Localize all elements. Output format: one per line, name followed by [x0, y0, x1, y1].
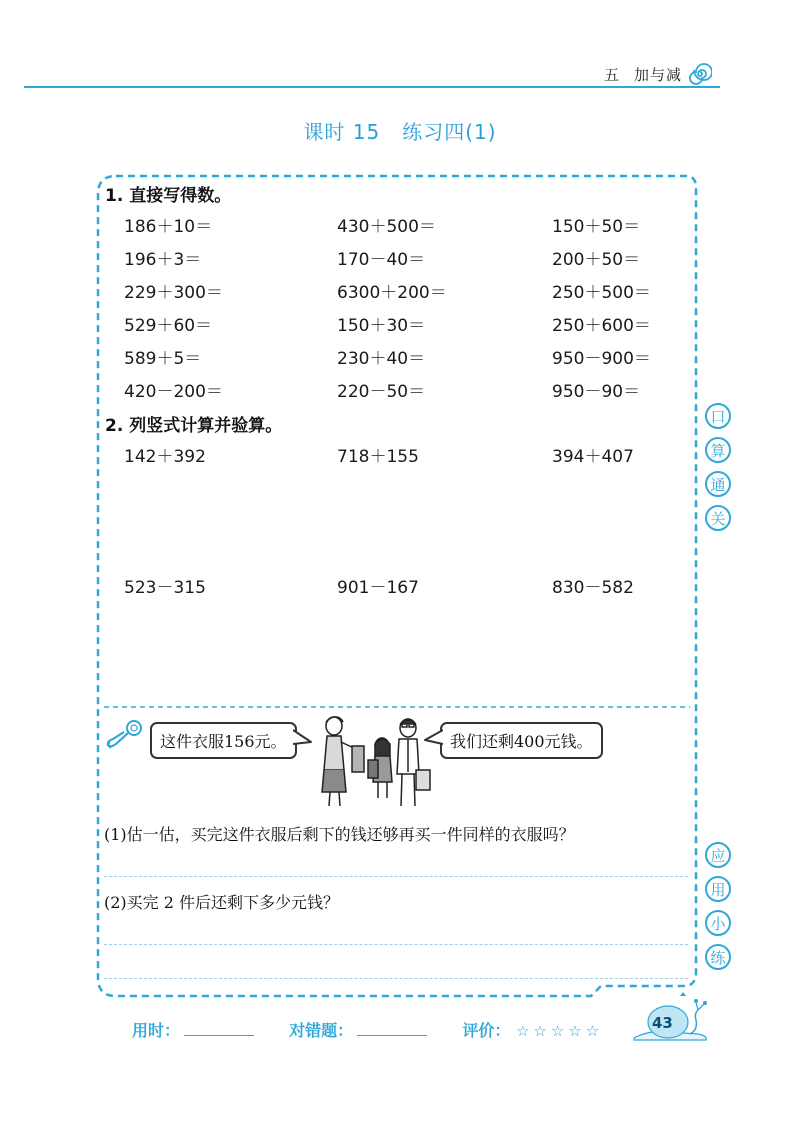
vertical-calc-problem: 523－315: [124, 578, 206, 598]
rating-label: 评价：: [462, 1021, 511, 1040]
chapter-header: [604, 64, 682, 85]
footer-record: [132, 1018, 603, 1041]
section1-heading: 1. 直接写得数。: [105, 186, 232, 206]
oral-problem: 420－200＝: [124, 382, 223, 402]
question-2: (2)买完 2 件后还剩下多少元钱？: [104, 893, 340, 912]
oral-problem: 950－900＝: [552, 349, 651, 369]
errors-label: 对错题：: [289, 1021, 354, 1040]
vertical-calc-problem: 142＋392: [124, 447, 206, 467]
section2-heading: 2. 列竖式计算并验算。: [105, 416, 283, 436]
answer-line-3[interactable]: [104, 978, 688, 979]
side-tab-applied-4: 练: [705, 944, 731, 970]
side-tab-oral-1: 口: [705, 403, 731, 429]
lesson-title: [0, 116, 800, 145]
oral-problem: 229＋300＝: [124, 283, 223, 303]
oral-problem: 200＋50＝: [552, 250, 641, 270]
question-1: (1)估一估，买完这件衣服后剩下的钱还够再买一件同样的衣服吗？: [104, 825, 575, 844]
rating-star-icon[interactable]: ☆: [585, 1022, 600, 1040]
header-divider: [24, 86, 720, 88]
oral-problem: 950－90＝: [552, 382, 641, 402]
oral-problem: 529＋60＝: [124, 316, 213, 336]
errors-blank[interactable]: [357, 1021, 427, 1036]
side-tab-oral-4: 关: [705, 505, 731, 531]
speech-bubble-left: 这件衣服156元。: [150, 722, 297, 759]
vertical-calc-problem: 394＋407: [552, 447, 634, 467]
oral-problem: 6300＋200＝: [337, 283, 447, 303]
chapter-number: 五: [604, 66, 621, 84]
oral-problem: 589＋5＝: [124, 349, 202, 369]
lesson-name: 练习四(1): [402, 120, 497, 144]
oral-problem: 150＋30＝: [337, 316, 426, 336]
time-blank[interactable]: [184, 1021, 254, 1036]
oral-problem: 196＋3＝: [124, 250, 202, 270]
rating-star-icon[interactable]: ☆: [568, 1022, 582, 1040]
oral-problem: 250＋600＝: [552, 316, 651, 336]
oral-problem: 230＋40＝: [337, 349, 426, 369]
vertical-calc-problem: 901－167: [337, 578, 419, 598]
side-tab-oral-2: 算: [705, 437, 731, 463]
answer-line-2[interactable]: [104, 944, 688, 945]
vertical-calc-problem: 830－582: [552, 578, 634, 598]
shopping-illustration: [304, 712, 434, 810]
chapter-title: 加与减: [634, 66, 683, 84]
oral-problem: 186＋10＝: [124, 217, 213, 237]
rating-star-icon[interactable]: ☆: [533, 1022, 547, 1040]
spiral-icon: [688, 62, 712, 86]
side-tab-applied-1: 应: [705, 842, 731, 868]
side-tab-applied-3: 小: [705, 910, 731, 936]
rating-star-icon[interactable]: ☆: [515, 1022, 530, 1040]
oral-problem: 170－40＝: [337, 250, 426, 270]
oral-problem: 430＋500＝: [337, 217, 436, 237]
time-label: 用时：: [132, 1021, 181, 1040]
vertical-calc-problem: 718＋155: [337, 447, 419, 467]
lesson-number: 课时 15: [303, 120, 381, 144]
speech-bubble-right: 我们还剩400元钱。: [440, 722, 603, 759]
answer-line-1[interactable]: [104, 876, 688, 877]
rating-star-icon[interactable]: ☆: [550, 1022, 565, 1040]
page-number: 43: [652, 1014, 673, 1032]
oral-problem: 220－50＝: [337, 382, 426, 402]
magnifier-icon: [104, 718, 146, 752]
oral-problem: 250＋500＝: [552, 283, 651, 303]
side-tab-oral-3: 通: [705, 471, 731, 497]
side-tab-applied-2: 用: [705, 876, 731, 902]
oral-problem: 150＋50＝: [552, 217, 641, 237]
